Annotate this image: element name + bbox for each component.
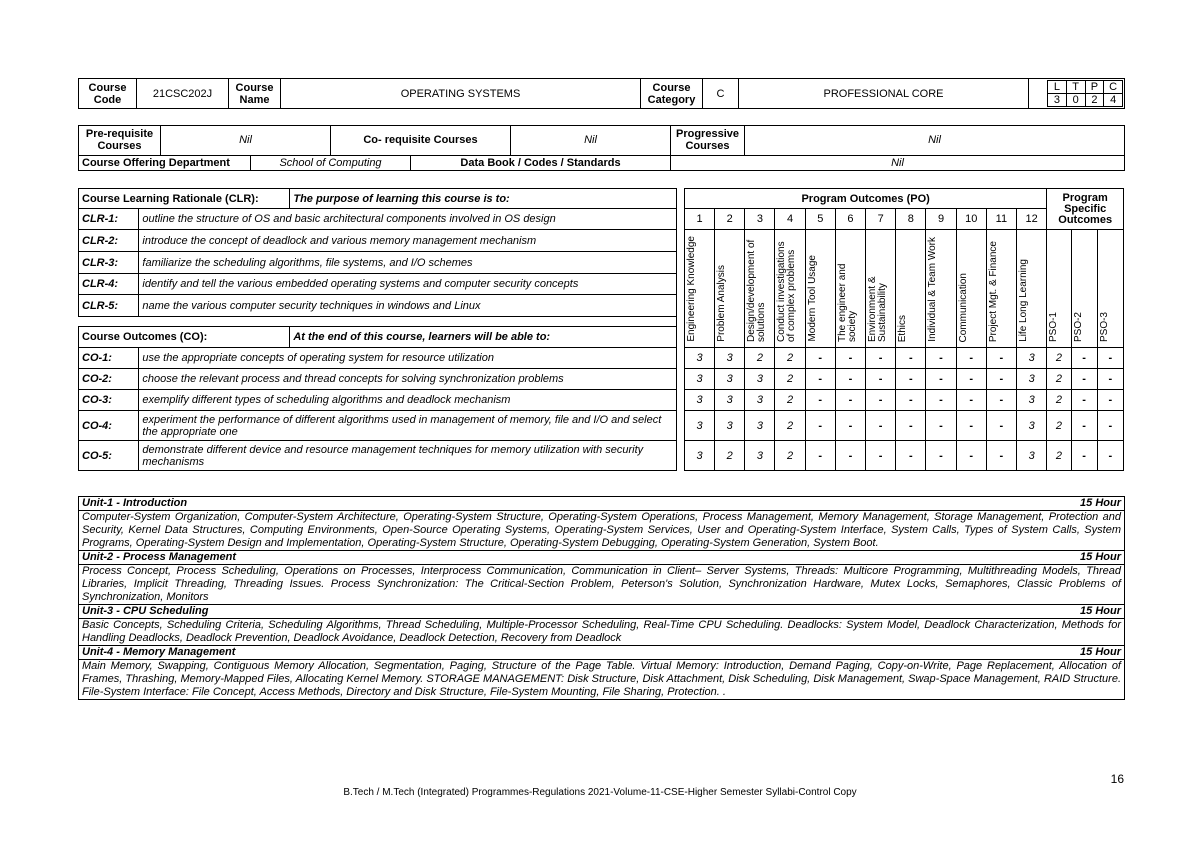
co-row [79,369,1124,390]
clr-text: outline the structure of OS and basic architectural components involved in OS design [139,209,676,230]
co-row [79,348,1124,369]
co-map-cell: - [896,348,926,369]
co-text: use the appropriate concepts of operating system for resource utilization [139,348,676,369]
co-map-cell: - [956,390,986,411]
co-code: CO-2: [79,369,139,390]
unit-body: Main Memory, Swapping, Contiguous Memory Allocation, Segmentation, Paging, Structure of the Page Table. Virtual Memory: Introduction, Demand Paging, Copy-on-Write, Page Replacement, Allocation of Frames, Thrashing, Memory-Mapped Files, Allocating Kernel Memory. STORAGE MANAGEMENT: Disk Structure, Disk Attachment, Disk Scheduling, Disk Management, Swap-Space Management, RAID Structure. File-System Interface: File Concept, Access Methods, Directory and Disk Structure, File-System Mounting, File Sharing, Protection. . [79,660,1125,700]
gap-row [79,317,677,326]
course-name-label: Course Name [229,79,281,109]
co-map-cell: 2 [775,390,805,411]
co-map-cell: 2 [1047,441,1071,471]
co-text: exemplify different types of scheduling algorithms and deadlock mechanism [139,390,676,411]
co-map-cell: - [986,441,1016,471]
ltpc-label-c: C [1104,81,1123,94]
co-map-cell: - [986,369,1016,390]
clr-code: CLR-4: [79,273,139,294]
ltpc-table [1047,80,1123,107]
course-category: C [703,79,739,109]
co-map-cell: 2 [775,369,805,390]
po-label-2 [715,230,745,348]
co-map-cell: - [805,348,835,369]
course-code-label: Course Code [79,79,137,109]
co-header-text: At the end of this course, learners will be able to: [290,326,677,347]
po-label-10 [956,230,986,348]
po-label-7 [866,230,896,348]
co-map-cell: 3 [684,390,714,411]
co-map-cell: - [986,348,1016,369]
coreq-value: Nil [511,126,671,156]
po-label-text: Individual & Team Work [927,237,939,342]
co-map-cell: - [805,441,835,471]
co-map-cell: - [1071,390,1097,411]
unit-title: Unit-1 - Introduction [79,497,1025,511]
po-number: 1 [684,209,714,230]
co-map-cell: - [805,411,835,441]
pso-label-text: PSO-1 [1048,311,1060,342]
clr-text: familiarize the scheduling algorithms, file systems, and I/O schemes [139,252,676,273]
co-code: CO-3: [79,390,139,411]
co-map-cell: 2 [745,348,775,369]
co-map-cell: - [986,411,1016,441]
unit-hours: 15 Hour [1025,497,1125,511]
co-map-cell: - [956,369,986,390]
co-map-cell: - [956,348,986,369]
co-map-cell: - [896,390,926,411]
po-label-text: Environment & Sustainability [867,276,889,342]
po-number: 9 [926,209,956,230]
clr-text: identify and tell the various embedded operating systems and computer security concepts [139,273,676,294]
co-map-cell: 3 [715,369,745,390]
co-map-cell: - [956,441,986,471]
po-label-text: Engineering Knowledge [685,236,697,342]
po-number: 8 [896,209,926,230]
po-label-12 [1016,230,1046,348]
po-number: 10 [956,209,986,230]
course-code: 21CSC202J [137,79,229,109]
co-header-label: Course Outcomes (CO): [79,326,290,347]
pso-title: Program Specific Outcomes [1047,189,1124,230]
co-row [79,441,1124,471]
unit-header-row [79,646,1125,660]
spacer [676,189,684,348]
po-number: 4 [775,209,805,230]
po-label-text: Design/development of solutions [746,239,768,342]
co-map-cell: - [1097,411,1123,441]
course-category-label: Course Category [641,79,703,109]
co-map-cell: - [1071,411,1097,441]
co-map-cell: 2 [775,441,805,471]
clr-code: CLR-2: [79,230,139,252]
po-number: 12 [1016,209,1046,230]
spacer [676,411,684,441]
po-label-8 [896,230,926,348]
co-map-cell: - [1071,441,1097,471]
po-label-text: Communication [957,272,969,342]
co-map-cell: - [866,441,896,471]
ltpc-label-p: P [1085,81,1104,94]
co-map-cell: 2 [1047,390,1071,411]
co-row [79,390,1124,411]
co-map-cell: - [866,411,896,441]
unit-hours: 15 Hour [1025,605,1125,619]
unit-title: Unit-2 - Process Management [79,551,1025,565]
prereq-value: Nil [161,126,331,156]
co-map-cell: - [835,441,865,471]
ltpc-label-t: T [1066,81,1085,94]
databook-label: Data Book / Codes / Standards [411,155,671,170]
pso-label-3 [1097,230,1123,348]
clr-header-label: Course Learning Rationale (CLR): [79,189,290,209]
dept-value: School of Computing [251,155,411,170]
unit-header-row [79,551,1125,565]
po-label-3 [745,230,775,348]
po-label-text: Ethics [897,314,909,342]
clr-header-text: The purpose of learning this course is to: [290,189,677,209]
progressive-value: Nil [745,126,1125,156]
dept-label: Course Offering Department [79,155,251,170]
po-number: 11 [986,209,1016,230]
co-map-cell: 2 [1047,369,1071,390]
unit-body: Basic Concepts, Scheduling Criteria, Scheduling Algorithms, Thread Scheduling, Multiple-Processor Scheduling, Real-Time CPU Scheduling. Deadlocks: System Model, Deadlock Characterization, Methods for Handling Deadlocks, Deadlock Prevention, Deadlock Avoidance, Deadlock Detection, Recovery from Deadlock [79,619,1125,646]
po-label-11 [986,230,1016,348]
co-map-cell: - [1097,390,1123,411]
co-map-cell: 2 [715,441,745,471]
course-name: OPERATING SYSTEMS [281,79,641,109]
coreq-label: Co- requisite Courses [331,126,511,156]
course-category-name: PROFESSIONAL CORE [739,79,1029,109]
co-map-cell: 3 [745,441,775,471]
unit-header-row [79,497,1125,511]
po-label-text: Conduct investigations of complex problems [776,241,798,342]
clr-text: name the various computer security techniques in windows and Linux [139,295,676,317]
co-map-cell: 3 [684,369,714,390]
co-map-cell: 3 [745,369,775,390]
co-map-cell: - [1071,369,1097,390]
co-map-cell: - [866,390,896,411]
ltpc-cell [1029,79,1125,109]
clr-code: CLR-3: [79,252,139,273]
spacer [676,390,684,411]
outcomes-table [78,188,1124,471]
co-map-cell: - [986,390,1016,411]
co-map-cell: - [805,369,835,390]
co-map-cell: - [926,390,956,411]
co-map-cell: 2 [775,348,805,369]
prerequisite-table [78,125,1125,171]
co-code: CO-1: [79,348,139,369]
ltpc-value-c: 4 [1104,94,1123,107]
po-label-6 [835,230,865,348]
unit-body: Process Concept, Process Scheduling, Operations on Processes, Interprocess Communication, Communication in Client– Server Systems, Threads: Multicore Programming, Multithreading Models, Thread Libraries, Implicit Threading, Threading Issues. Process Synchronization: The Critical-Section Problem, Peterson's Solution, Synchronization Hardware, Mutex Locks, Semaphores, Classic Problems of Synchronization, Monitors [79,565,1125,605]
unit-hours: 15 Hour [1025,646,1125,660]
co-map-cell: 3 [1016,411,1046,441]
co-map-cell: - [1097,369,1123,390]
po-label-4 [775,230,805,348]
co-map-cell: 3 [745,390,775,411]
po-label-9 [926,230,956,348]
po-label-5 [805,230,835,348]
co-map-cell: 3 [715,411,745,441]
spacer [676,441,684,471]
co-map-cell: - [1097,441,1123,471]
ltpc-value-t: 0 [1066,94,1085,107]
clr-code: CLR-5: [79,295,139,317]
co-map-cell: - [956,411,986,441]
co-map-cell: - [1071,348,1097,369]
co-map-cell: - [896,411,926,441]
databook-value: Nil [671,155,1125,170]
spacer [676,348,684,369]
co-text: experiment the performance of different algorithms used in management of memory, file and I/O and select the appropriate one [139,411,676,441]
co-map-cell: - [926,348,956,369]
co-map-cell: 3 [745,411,775,441]
co-text: choose the relevant process and thread concepts for solving synchronization problems [139,369,676,390]
po-label-text: The engineer and society [836,263,858,342]
page-footer: B.Tech / M.Tech (Integrated) Programmes-Regulations 2021-Volume-11-CSE-Higher Semester Syllabi-Control Copy [343,787,857,798]
co-code: CO-4: [79,411,139,441]
co-map-cell: 3 [715,348,745,369]
pso-label-2 [1071,230,1097,348]
pso-label-1 [1047,230,1071,348]
po-label-text: Modern Tool Usage [806,255,818,342]
co-map-cell: - [896,441,926,471]
po-number: 5 [805,209,835,230]
po-number: 6 [835,209,865,230]
co-row [79,411,1124,441]
co-map-cell: 2 [1047,411,1071,441]
co-map-cell: 2 [1047,348,1071,369]
co-map-cell: - [805,390,835,411]
co-map-cell: - [896,369,926,390]
co-map-cell: 3 [1016,369,1046,390]
po-title: Program Outcomes (PO) [684,189,1046,209]
co-map-cell: - [835,411,865,441]
unit-title: Unit-4 - Memory Management [79,646,1025,660]
pso-label-text: PSO-2 [1072,311,1084,342]
co-map-cell: - [926,411,956,441]
co-map-cell: 3 [715,390,745,411]
co-map-cell: - [866,369,896,390]
po-label-1 [684,230,714,348]
po-label-text: Project Mgt. & Finance [987,240,999,342]
po-label-text: Life Long Learning [1017,259,1029,342]
co-map-cell: - [1097,348,1123,369]
po-number: 7 [866,209,896,230]
co-map-cell: 3 [684,411,714,441]
ltpc-value-l: 3 [1048,94,1067,107]
clr-code: CLR-1: [79,209,139,230]
po-number: 2 [715,209,745,230]
co-map-cell: - [835,390,865,411]
co-map-cell: - [926,441,956,471]
progressive-label: Progressive Courses [671,126,745,156]
co-map-cell: 3 [1016,441,1046,471]
ltpc-value-p: 2 [1085,94,1104,107]
co-map-cell: 3 [1016,348,1046,369]
co-code: CO-5: [79,441,139,471]
unit-title: Unit-3 - CPU Scheduling [79,605,1025,619]
co-map-cell: - [866,348,896,369]
ltpc-label-l: L [1048,81,1067,94]
unit-header-row [79,605,1125,619]
pso-label-text: PSO-3 [1098,311,1110,342]
co-map-cell: 2 [775,411,805,441]
course-header-table [78,78,1125,109]
units-table [78,496,1125,700]
po-label-text: Problem Analysis [716,265,728,342]
co-map-cell: 3 [1016,390,1046,411]
spacer [676,369,684,390]
po-number: 3 [745,209,775,230]
co-map-cell: 3 [684,348,714,369]
unit-hours: 15 Hour [1025,551,1125,565]
co-map-cell: 3 [684,441,714,471]
co-map-cell: - [835,348,865,369]
page-number: 16 [1110,772,1124,786]
co-map-cell: - [926,369,956,390]
prereq-label: Pre-requisite Courses [79,126,161,156]
clr-text: introduce the concept of deadlock and various memory management mechanism [139,230,676,252]
co-text: demonstrate different device and resource management techniques for memory utilization with security mechanisms [139,441,676,471]
unit-body: Computer-System Organization, Computer-System Architecture, Operating-System Structure, Operating-System Operations, Process Management, Memory Management, Storage Management, Protection and Security, Kernel Data Structures, Computing Environments, Open-Source Operating Systems, Operating-System Services, User and Operating-System Interface, System Calls, Types of System Calls, System Programs, Operating-System Design and Implementation, Operating-System Structure, Operating-System Debugging, Operating-System Generation, System Boot. [79,511,1125,551]
co-map-cell: - [835,369,865,390]
